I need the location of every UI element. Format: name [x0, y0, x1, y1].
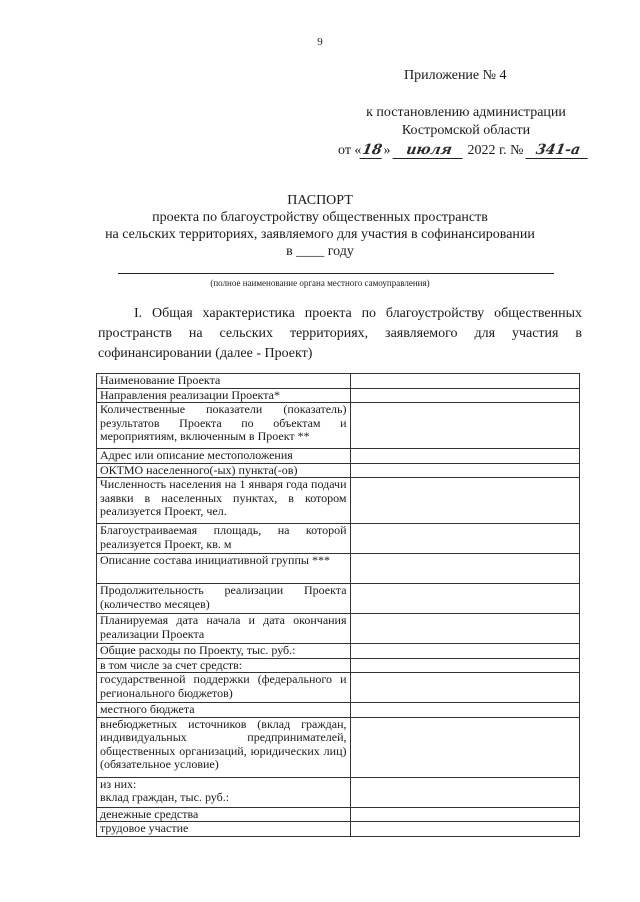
decree-line-2: Костромской области: [401, 123, 531, 138]
table-row: [97, 463, 580, 478]
table-row: [97, 478, 580, 524]
org-name-line: [118, 273, 554, 274]
table-row: [97, 584, 580, 614]
row-value: [350, 403, 579, 449]
row-label: внебюджетных источников (вклад граждан, индивидуальных предпринимателей, общественных организаций, юридических лиц) (обязательное условие): [97, 717, 351, 777]
row-label: Описание состава инициативной группы ***: [97, 554, 351, 584]
row-label: ОКТМО населенного(-ых) пункта(-ов): [97, 463, 351, 478]
table-row: [97, 374, 580, 389]
row-label-line-2: вклад граждан, тыс. руб.:: [100, 790, 230, 804]
handwritten-number: 341-а: [525, 142, 590, 159]
section-heading: I. Общая характеристика проекта по благоустройству общественных пространств на сельских территориях, заявляемого для участия в софинансировании (далее - Проект): [98, 306, 582, 361]
handwritten-day: 18: [361, 142, 384, 158]
table-row: [97, 449, 580, 464]
row-value: [350, 584, 579, 614]
passport-table: [96, 373, 580, 837]
row-label: трудовое участие: [97, 822, 351, 837]
org-caption: (полное наименование органа местного самоуправления): [210, 278, 430, 288]
handwritten-month: июля: [392, 142, 465, 159]
row-value: [350, 614, 579, 644]
row-label: Количественные показатели (показатель) результатов Проекта по объектам и мероприятиям, включенным в Проект **: [97, 403, 351, 449]
row-value: [350, 807, 579, 822]
row-value: [350, 658, 579, 673]
row-label: Численность населения на 1 января года подачи заявки в населенных пунктах, в котором реализуется Проект, чел.: [97, 478, 351, 524]
row-label: Планируемая дата начала и дата окончания реализации Проекта: [97, 614, 351, 644]
table-row: [97, 388, 580, 403]
title-line-1: проекта по благоустройству общественных пространств: [152, 210, 488, 225]
table-row: [97, 703, 580, 718]
page-number: 9: [317, 36, 323, 48]
date-prefix: от «: [338, 143, 362, 158]
table-row: [97, 807, 580, 822]
row-value: [350, 388, 579, 403]
table-row: [97, 554, 580, 584]
row-value: [350, 524, 579, 554]
row-label: местного бюджета: [97, 703, 351, 718]
row-label: Общие расходы по Проекту, тыс. руб.:: [97, 644, 351, 659]
decree-date-line: [338, 142, 589, 159]
row-label: Направления реализации Проекта*: [97, 388, 351, 403]
row-label: государственной поддержки (федерального и регионального бюджетов): [97, 673, 351, 703]
row-value: [350, 554, 579, 584]
title-line-2: на сельских территориях, заявляемого для участия в софинансировании: [105, 227, 535, 242]
row-value: [350, 374, 579, 389]
row-value: [350, 449, 579, 464]
decree-line-1: к постановлению администрации: [366, 105, 566, 120]
table-row: [97, 403, 580, 449]
row-label: Благоустраиваемая площадь, на которой реализуется Проект, кв. м: [97, 524, 351, 554]
day-suffix: »: [383, 143, 391, 158]
table-row: [97, 822, 580, 837]
row-label: Адрес или описание местоположения: [97, 449, 351, 464]
year-part: 2022 г. №: [467, 143, 524, 158]
table-row: [97, 644, 580, 659]
row-label: Продолжительность реализации Проекта (количество месяцев): [97, 584, 351, 614]
passport-title-block: [0, 192, 640, 260]
row-value: [350, 822, 579, 837]
row-label-line-1: из них:: [100, 776, 137, 791]
table-row: [97, 717, 580, 777]
table-row: [97, 658, 580, 673]
row-value: [350, 463, 579, 478]
row-label: Наименование Проекта: [97, 374, 351, 389]
row-label-two-line: [97, 777, 351, 807]
row-value: [350, 777, 579, 807]
appendix-label: Приложение № 4: [404, 68, 507, 83]
table-row: [97, 524, 580, 554]
table-row: [97, 777, 580, 807]
row-label: денежные средства: [97, 807, 351, 822]
row-value: [350, 673, 579, 703]
passport-title: ПАСПОРТ: [287, 193, 353, 208]
table-row: [97, 614, 580, 644]
row-value: [350, 478, 579, 524]
row-value: [350, 703, 579, 718]
row-value: [350, 717, 579, 777]
title-line-3: в ____ году: [286, 244, 354, 259]
row-value: [350, 644, 579, 659]
decree-reference: [336, 104, 596, 140]
row-label: в том числе за счет средств:: [97, 658, 351, 673]
table-row: [97, 673, 580, 703]
